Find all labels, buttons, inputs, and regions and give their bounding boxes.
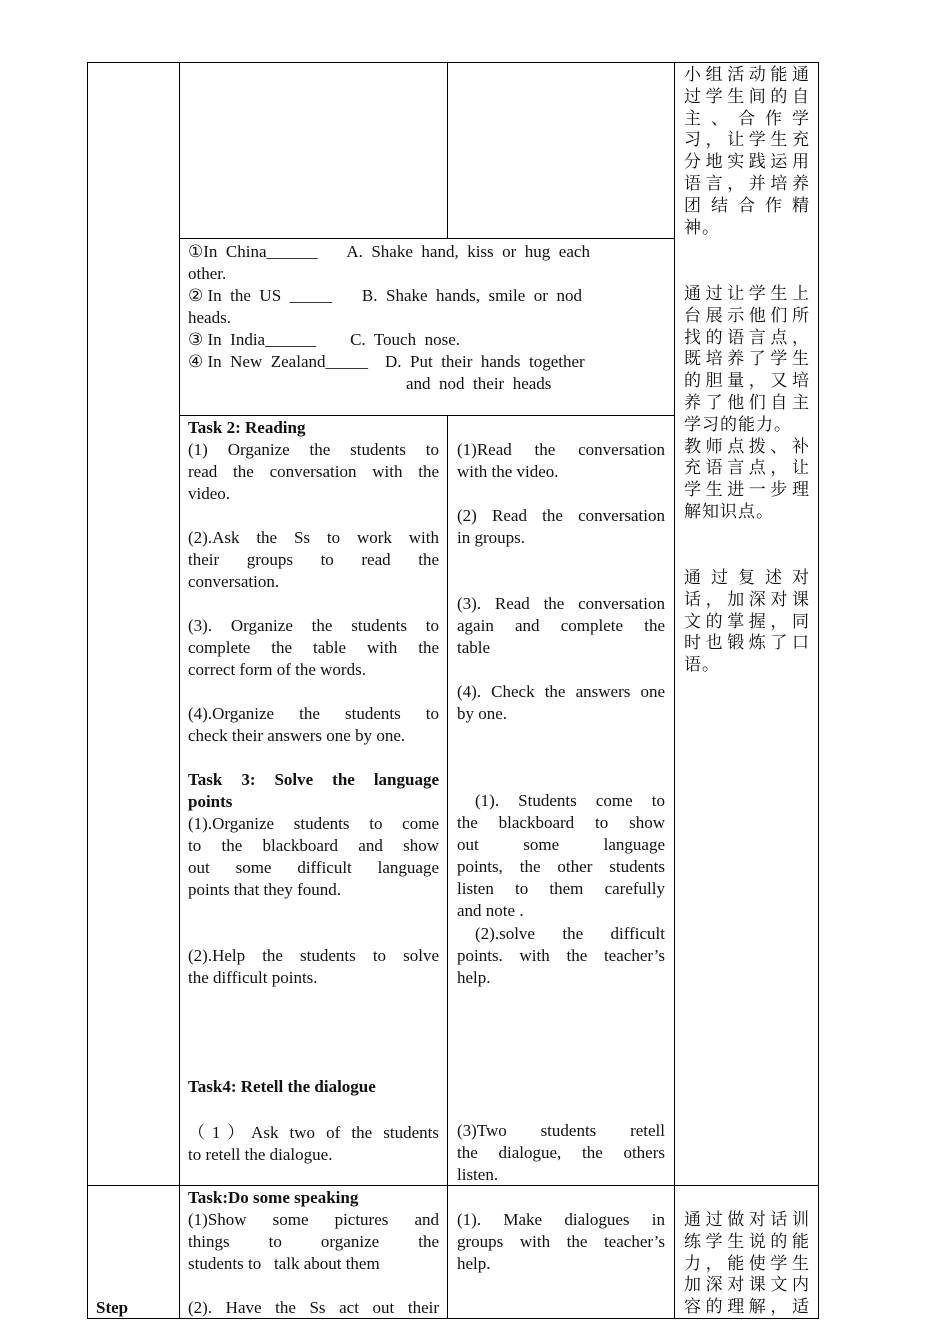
text-line: with the video.	[457, 462, 559, 481]
section-heading: Task 3: Solve the language	[188, 770, 439, 789]
text-line: (2).Ask the Ss to work with	[188, 528, 439, 547]
note-line: 养了他们自主	[684, 392, 810, 413]
text-line: (2).Help the students to solve	[188, 946, 439, 965]
text-line: listen.	[457, 1165, 499, 1184]
text-line: (2) Read the conversation	[457, 506, 665, 525]
note-line: 学习的能力。	[684, 414, 792, 435]
col-border-3	[674, 62, 675, 1319]
matching-line: ② In the US _____ B. Shake hands, smile or nod	[188, 286, 582, 305]
note-line: 既培养了学生	[684, 349, 810, 370]
note-line: 充语言点，让	[684, 458, 810, 479]
teacher-t2-2	[188, 527, 439, 593]
text-line: out some language	[457, 835, 665, 854]
student-r2	[457, 505, 665, 549]
text-line: check their answers one by one.	[188, 726, 406, 745]
text-line: (2). Have the Ss act out their	[188, 1298, 439, 1317]
text-line: in groups.	[457, 528, 525, 547]
note-line: 习，让学生充	[684, 130, 810, 151]
section-heading: Task 2: Reading	[188, 418, 306, 437]
text-line: conversation.	[188, 572, 280, 591]
text-line: read the conversation with the	[188, 462, 439, 481]
text-line: (3)Two students retell	[457, 1121, 665, 1140]
note-line: 小组活动能通	[684, 65, 810, 85]
student-r1	[457, 439, 665, 483]
text-line: video.	[188, 484, 231, 503]
note-line: 过学生间的自	[684, 86, 810, 107]
text-line: (1). Make dialogues in	[457, 1210, 665, 1229]
note-line: 神。	[684, 217, 720, 238]
text-line: things to organize the	[188, 1232, 439, 1251]
col-border-1	[179, 62, 180, 1319]
text-line: out some difficult language	[188, 858, 439, 877]
student-r3	[457, 593, 665, 659]
note-line: 团 结 合 作 精	[684, 195, 810, 216]
note-line: 通过做对话训	[684, 1210, 810, 1230]
teacher-task2-title	[188, 417, 439, 439]
text-line: correct form of the words.	[188, 660, 366, 679]
note-retell	[684, 568, 810, 677]
note-line: 通过让学生上	[684, 284, 810, 304]
note-line: 加深对课文内	[684, 1275, 810, 1296]
text-line: (3). Organize the students to	[188, 616, 439, 635]
note-line: 力，能使学生	[684, 1253, 810, 1274]
note-line: 教师点拨、补	[684, 436, 810, 457]
text-line: （1）Ask two of the students	[188, 1123, 439, 1142]
student-sp	[457, 1209, 665, 1275]
section-heading: points	[188, 792, 233, 811]
text-line: (3). Read the conversation	[457, 594, 665, 613]
text-line: table	[457, 638, 491, 657]
matching-exercise	[188, 241, 665, 395]
note-line: 分地实践运用	[684, 152, 810, 173]
row-divider-3	[87, 1185, 819, 1186]
teacher-t2-1	[188, 439, 439, 505]
text-line: listen to them carefully	[457, 879, 665, 898]
teacher-t2-3	[188, 615, 439, 681]
text-line: again and complete the	[457, 616, 665, 635]
text-line: (4).Organize the students to	[188, 704, 439, 723]
text-line: to the blackboard and show	[188, 836, 439, 855]
teacher-t3-2	[188, 945, 439, 989]
text-line: and note .	[457, 901, 524, 920]
matching-line: and nod their heads	[406, 374, 552, 393]
text-line: (1).Organize students to come	[188, 814, 439, 833]
matching-line: ①In China______ A. Shake hand, kiss or hug each	[188, 242, 590, 261]
text-line: (1)Show some pictures and	[188, 1210, 439, 1229]
col-border-2b	[447, 415, 448, 1319]
note-line: 练学生说的能	[684, 1231, 810, 1252]
table-top-border	[87, 62, 819, 63]
matching-line: ③ In India______ C. Touch nose.	[188, 330, 461, 349]
text-line: (2).solve the difficult	[475, 924, 665, 943]
text-line: points. with the teacher’s	[457, 946, 665, 965]
note-line: 文的掌握，同	[684, 611, 810, 632]
note-line: 容的理解，适	[684, 1297, 810, 1318]
col-border-2a	[447, 62, 448, 239]
text-line: to retell the dialogue.	[188, 1145, 333, 1164]
text-line: their groups to read the	[188, 550, 439, 569]
text-line: complete the table with the	[188, 638, 439, 657]
teacher-task3-title	[188, 769, 439, 813]
text-line: points that they found.	[188, 880, 341, 899]
note-line: 解知识点。	[684, 501, 774, 522]
text-line: points, the other students	[457, 857, 665, 876]
matching-line: ④ In New Zealand_____ D. Put their hands together	[188, 352, 585, 371]
note-line: 语。	[684, 655, 720, 676]
text-line: groups with the teacher’s	[457, 1232, 665, 1251]
student-r4	[457, 681, 665, 725]
section-heading: Task:Do some speaking	[188, 1188, 359, 1207]
text-line: students to talk about them	[188, 1254, 380, 1273]
note-show-points	[684, 284, 810, 524]
text-line: (1)Read the conversation	[457, 440, 665, 459]
note-speaking	[684, 1210, 810, 1319]
matching-line: heads.	[188, 308, 231, 327]
note-line: 主 、 合 作 学	[684, 108, 810, 129]
note-line: 找的语言点，	[684, 327, 810, 348]
note-line: 通 过 复 述 对	[684, 568, 810, 588]
text-line: the difficult points.	[188, 968, 318, 987]
text-line: the blackboard to show	[457, 813, 665, 832]
teacher-task4-title	[188, 1076, 439, 1098]
teacher-s-2	[188, 1297, 439, 1319]
note-group-activity	[684, 65, 810, 239]
note-line: 学生进一步理	[684, 480, 810, 501]
text-line: help.	[457, 968, 491, 987]
student-rt	[457, 1120, 665, 1186]
col-border-right	[818, 62, 819, 1319]
section-heading: Task4: Retell the dialogue	[188, 1077, 376, 1096]
text-line: (1). Students come to	[475, 791, 665, 810]
text-line: by one.	[457, 704, 508, 723]
matching-line: other.	[188, 264, 227, 283]
note-line: 的胆量，又培	[684, 371, 810, 392]
teacher-t2-4	[188, 703, 439, 747]
student-l2	[457, 923, 665, 989]
teacher-t3-1	[188, 813, 439, 901]
note-line: 语言，并培养	[684, 173, 810, 194]
text-line: help.	[457, 1254, 491, 1273]
teacher-speak-title	[188, 1187, 439, 1209]
teacher-t4-1	[188, 1122, 439, 1166]
row-divider-2	[179, 415, 674, 416]
note-line: 话，加深对课	[684, 589, 810, 610]
row-divider-1	[179, 238, 674, 239]
col-border-left	[87, 62, 88, 1319]
teacher-s-1	[188, 1209, 439, 1275]
text-line: the dialogue, the others	[457, 1143, 665, 1162]
note-line: 台展示他们所	[684, 305, 810, 326]
text-line: (4). Check the answers one	[457, 682, 665, 701]
step-label: Step	[96, 1298, 129, 1317]
note-line: 时也锻炼了口	[684, 633, 810, 654]
text-line: (1) Organize the students to	[188, 440, 439, 459]
student-l1	[457, 790, 665, 922]
